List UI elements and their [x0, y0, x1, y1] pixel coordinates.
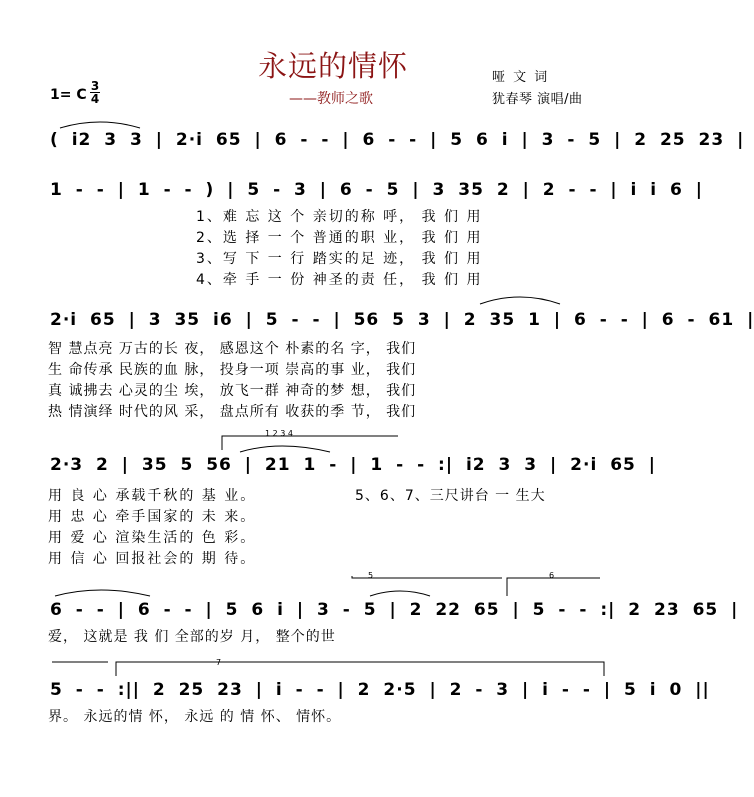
volta-7-bracket [116, 662, 604, 676]
system3-verse-1: 智 慧点亮 万古的长 夜， 感恩这个 朴素的名 字， 我们 [48, 341, 417, 357]
system6-lyrics: 界。 永远的情 怀， 永远 的 情 怀、 情怀。 [48, 709, 342, 725]
system2-verse-4: 4、牵 手 一 份 神圣的责 任， 我 们 用 [196, 272, 483, 288]
system2-verse-2: 2、选 择 一 个 普通的职 业， 我 们 用 [196, 230, 483, 246]
system2-verse-1: 1、难 忘 这 个 亲切的称 呼， 我 们 用 [196, 209, 483, 225]
song-title: 永远的情怀 [258, 49, 409, 83]
system3-verse-3: 真 诚拂去 心灵的尘 埃， 放飞一群 神奇的梦 想， 我们 [48, 383, 417, 399]
system3-verse-2: 生 命传承 民族的血 脉， 投身一项 崇高的事 业， 我们 [48, 362, 417, 378]
key-signature: 1= C [50, 87, 87, 103]
composer-credit: 犹春琴 演唱/曲 [492, 92, 583, 107]
system5-notes: 6 - - | 6 - - | 5 6 i | 3 - 5 | 2 22 65 | 5 - - :| 2 23 65 | [50, 600, 739, 620]
system4-verse-4: 用 信 心 回报社会的 期 待。 [48, 551, 257, 567]
lyricist-credit: 哑 文 词 [492, 70, 550, 85]
system2-verse-3: 3、写 下 一 行 踏实的足 迹， 我 们 用 [196, 251, 483, 267]
time-signature-top: 3 [90, 79, 100, 93]
system5-lyrics: 爱， 这就是 我 们 全部的岁 月， 整个的世 [48, 629, 336, 645]
system3-verse-4: 热 情演绎 时代的风 采， 盘点所有 收获的季 节， 我们 [48, 404, 417, 420]
volta-6-label: 6 [549, 571, 555, 580]
volta-5-label: 5 [368, 571, 374, 580]
system4-verse-1: 用 良 心 承载千秋的 基 业。 [48, 488, 257, 504]
system4-verse-5: 5、6、7、三尺讲台 一 生大 [355, 488, 546, 504]
volta-6-bracket [507, 578, 600, 596]
volta-5-bracket [352, 576, 502, 578]
system2-notes: 1 - - | 1 - - ) | 5 - 3 | 6 - 5 | 3 35 2 | 2 - - | i i 6 | [50, 180, 703, 200]
system3-notes: 2·i 65 | 3 35 i6 | 5 - - | 56 5 3 | 2 35 1 | 6 - - | 6 - 61 | [50, 310, 754, 330]
system6-notes: 5 - - :|| 2 25 23 | i - - | 2 2·5 | 2 - 3 | i - - | 5 i 0 || [50, 680, 710, 700]
time-signature-bottom: 4 [90, 92, 100, 106]
system4-verse-2: 用 忠 心 牵手国家的 未 来。 [48, 509, 257, 525]
system1-notes: ( i2 3 3 | 2·i 65 | 6 - - | 6 - - | 5 6 i | 3 - 5 | 2 25 23 | [50, 130, 745, 150]
song-subtitle: ——教师之歌 [289, 91, 373, 107]
volta-7-label: 7 [216, 658, 222, 667]
system4-notes: 2·3 2 | 35 5 56 | 21 1 - | 1 - - :| i2 3 3 | 2·i 65 | [50, 455, 656, 475]
volta-1234-label: 1 2 3 4 [265, 429, 293, 438]
slur-marks [55, 122, 560, 596]
system4-verse-3: 用 爱 心 渲染生活的 色 彩。 [48, 530, 257, 546]
